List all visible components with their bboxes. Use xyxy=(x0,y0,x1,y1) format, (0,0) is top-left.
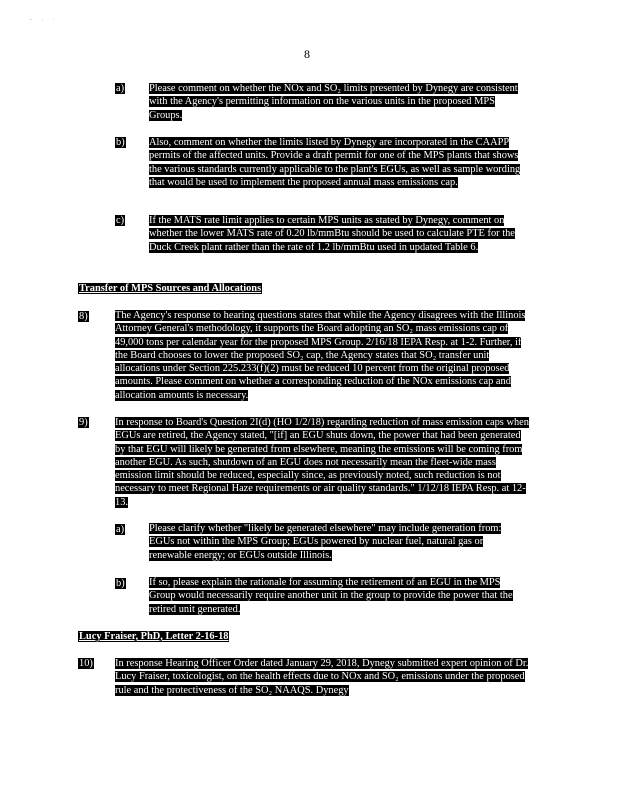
scan-specks: - . · xyxy=(30,17,59,23)
page-number: 8 xyxy=(304,47,310,61)
subitem-text-9a: Please clarify whether "likely be generated elsewhere" may include generation from: EGUs not within the MPS Group; EGUs powered by nuclear fuel, natural gas or renewable energy; or EGUs outside Illinois. xyxy=(149,523,502,561)
subitem-text-9b: If so, please explain the rationale for assuming the retirement of an EGU in the MPS Group would necessarily require another unit in the group to provide the power that the retired unit generated. xyxy=(149,577,513,615)
item-text-a: Please comment on whether the NOx and SO₂ limits presented by Dynegy are consistent with the Agency's permitting information on the various units in the proposed MPS Groups. xyxy=(149,83,518,121)
item-label-c: c) xyxy=(116,215,125,226)
question-label-8: 8) xyxy=(79,311,88,322)
section-heading-transfer: Transfer of MPS Sources and Allocations xyxy=(79,283,262,294)
item-text-c: If the MATS rate limit applies to certain MPS units as stated by Dynegy, comment on whether the lower MATS rate of 0.20 lb/mmBtu should be used to calculate PTE for the Duck Creek plant rather than the rate of 1.2 lb/mmBtu used in updated Table 6. xyxy=(149,215,515,253)
question-text-8: The Agency's response to hearing questions states that while the Agency disagrees with the Illinois Attorney General's methodology, it supports the Board adopting an SO₂ mass emissions cap of 49,000 tons per calendar year for the proposed MPS Group. 2/16/18 IEPA Resp. at 1-2. Further, if the Board chooses to lower the proposed SO₂ cap, the Agency states that SO₂ transfer unit allocations under Section 225.233(f)(2) must be reduced 10 percent from the original proposed amounts. Please comment on whether a corresponding reduction of the NOx emissions cap and allocation amounts is necessary. xyxy=(115,310,526,401)
question-label-10: 10) xyxy=(79,658,93,669)
question-text-9: In response to Board's Question 2I(d) (HO 1/2/18) regarding reduction of mass emission caps when EGUs are retired, the Agency stated, "[if] an EGU shuts down, the power that had been generated by that EGU will likely be generated from elsewhere, meaning the emissions will be coming from another EGU. As such, shutdown of an EGU does not necessarily mean the fleet-wide mass emission limit should be reduced, especially since, as previously noted, such reduction is not necessary to meet Regional Haze requirements or air quality standards." 1/12/18 IEPA Resp. at 12-13. xyxy=(115,417,529,508)
item-text-b: Also, comment on whether the limits listed by Dynegy are incorporated in the CAAPP permits of the affected units. Provide a draft permit for one of the MPS plants that shows the various standards currently applicable to the plant's EGUs, as well as sample wording that would be used to implement the proposed annual mass emissions cap. xyxy=(149,137,521,188)
subitem-label-9b: b) xyxy=(116,578,125,589)
subitem-label-9a: a) xyxy=(116,524,125,535)
item-label-a: a) xyxy=(116,83,125,94)
question-label-9: 9) xyxy=(79,417,88,428)
section-heading-fraiser: Lucy Fraiser, PhD, Letter 2-16-18 xyxy=(79,631,229,642)
question-text-10: In response Hearing Officer Order dated January 29, 2018, Dynegy submitted expert opinion of Dr. Lucy Fraiser, toxicologist, on the health effects due to NOx and SO₂ emissions under the proposed rule and the protectiveness of the SO₂ NAAQS. Dynegy xyxy=(115,658,529,696)
item-label-b: b) xyxy=(116,137,125,148)
